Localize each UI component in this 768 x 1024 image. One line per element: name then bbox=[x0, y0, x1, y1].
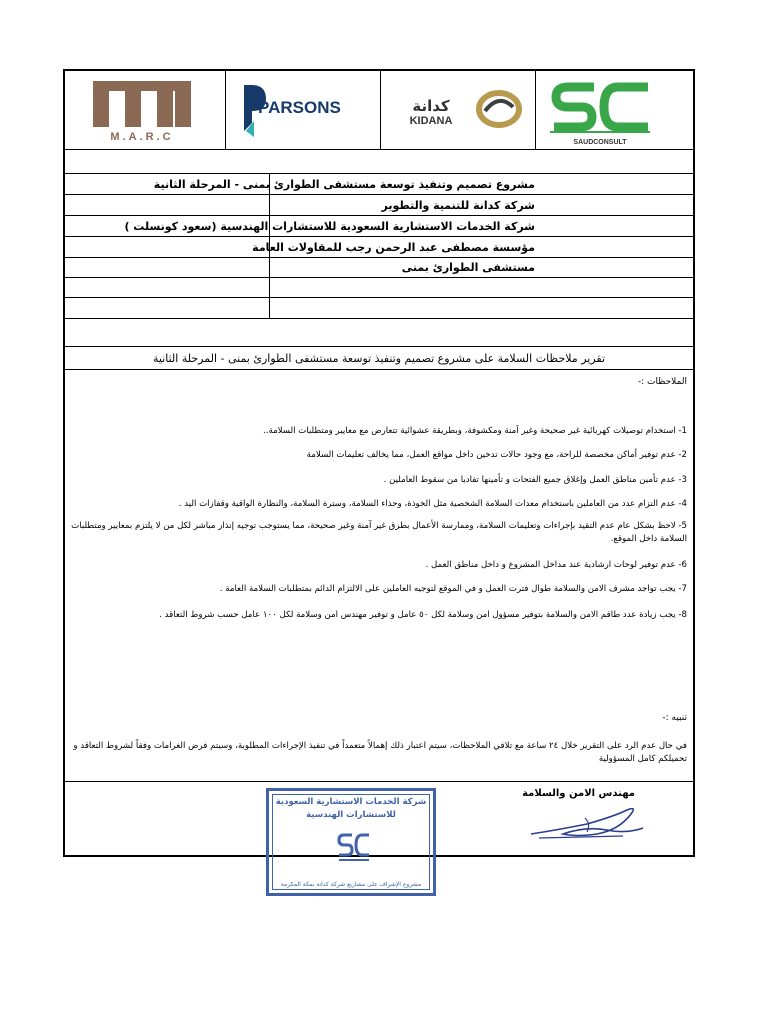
consultant-name: شركة الخدمات الاستشارية السعودية للاستشارات الهندسية (سعود كونسلت ) bbox=[124, 219, 535, 233]
contractor-row bbox=[65, 237, 693, 258]
blank-info-row-2 bbox=[65, 298, 693, 319]
spacer-row-2 bbox=[65, 319, 693, 347]
kidana-logo-cell bbox=[380, 71, 535, 149]
observation-8: 8- يجب زيادة عدد طاقم الامن والسلامة بتوفير مسؤول امن وسلامة لكل ٥٠ عامل و توفير مهندس امن وسلامة لكل ١٠٠ عامل حسب شروط التعاقد . bbox=[159, 610, 687, 620]
marc-logo bbox=[65, 71, 225, 150]
spacer-row bbox=[65, 150, 693, 174]
stamp-line-1: شركة الخدمات الاستشارية السعودية bbox=[275, 797, 427, 807]
observation-3: 3- عدم تأمين مناطق العمل وإغلاق جميع الفتحات و تأمينها تفاديا من سقوط العاملين . bbox=[383, 475, 687, 485]
location-blank bbox=[65, 258, 270, 277]
observation-7: 7- يجب تواجد مشرف الامن والسلامة طوال فترت العمل و في الموقع لتوجيه العاملين على الالتزام الدائم بمتطلبات السلامة العامة . bbox=[219, 584, 687, 594]
report-title: تقرير ملاحظات السلامة على مشروع تصميم وتنفيذ توسعة مستشفى الطوارئ بمنى - المرحلة الثانية bbox=[152, 351, 606, 365]
parsons-logo-cell bbox=[225, 71, 380, 149]
observation-4: 4- عدم التزام عدد من العاملين باستخدام معدات السلامة الشخصية مثل الخوذة، وحذاء السلامة، وسترة السلامة، والنظارة الواقية وقفازات اليد . bbox=[178, 499, 687, 509]
company-stamp bbox=[266, 788, 436, 896]
saudconsult-logo-cell bbox=[535, 71, 693, 149]
blank-info-row-1 bbox=[65, 278, 693, 298]
stamp-line-2: للاستشارات الهندسية bbox=[306, 810, 396, 820]
observation-6: 6- عدم توفير لوحات ارشادية عند مداخل المشروع و داخل مناطق العمل . bbox=[425, 560, 687, 570]
observation-1: 1- استخدام توصيلات كهربائية غير صحيحة وغير آمنة ومكشوفة، وبطريقة عشوائية تتعارض مع معايير ومتطلبات السلامة.. bbox=[263, 426, 687, 436]
observation-5: 5- لاحظ بشكل عام عدم التقيد بإجراءات وتعليمات السلامة، وممارسة الأعمال بطرق غير آمنة وغير صحيحة، مما يستوجب توجيه إنذار مباشر لكل من لا يلتزم بمعايير ومتطلبات السلامة داخل الموقع. bbox=[71, 521, 687, 544]
engineer-signature bbox=[527, 804, 647, 846]
owner-name: شركة كدانة للتنمية والتطوير bbox=[381, 198, 535, 212]
project-name: مشروع تصميم وتنفيذ توسعة مستشفى الطوارئ بمنى - المرحلة الثانية bbox=[153, 177, 535, 191]
location-name: مستشفى الطوارئ بمنى bbox=[401, 261, 535, 274]
stamp-line-3: مشروع الإشراف على مشاريع شركة كدانة بمكة المكرمة bbox=[280, 881, 422, 888]
observation-2: 2- عدم توفير أماكن مخصصة للراحة، مع وجود حالات تدخين داخل مواقع العمل، مما يخالف تعليمات السلامة bbox=[306, 450, 687, 460]
stamp-emblem-icon bbox=[336, 829, 372, 867]
marc-logo-cell bbox=[65, 71, 225, 149]
contractor-name: مؤسسة مصطفى عبد الرحمن رجب للمقاولات العامة bbox=[252, 240, 535, 254]
logos-row bbox=[65, 71, 693, 150]
owner-blank bbox=[65, 195, 270, 215]
warning-heading: تنبيه :- bbox=[662, 713, 687, 723]
marc-logo-text: M.A.R.C bbox=[110, 131, 174, 143]
report-document bbox=[63, 69, 695, 857]
warning-text: في حال عدم الرد على التقرير خلال ٢٤ ساعة مع تلافي الملاحظات، سيتم اعتبار ذلك إهمالاً متعمداً في تنفيذ الإجراءات المطلوبة، وسيتم فرض الغرامات وفقاً لشروط التعاقد و تحميلكم كامل المسؤولية bbox=[73, 741, 687, 764]
owner-row bbox=[65, 195, 693, 216]
kidana-logo-arabic: كدانة bbox=[412, 97, 450, 115]
project-name-row bbox=[65, 174, 693, 195]
blank-info-left-2 bbox=[65, 298, 270, 318]
report-title-row bbox=[65, 347, 693, 370]
signature-title: مهندس الامن والسلامة bbox=[522, 788, 635, 799]
saudconsult-logo bbox=[536, 71, 694, 150]
parsons-logo-text: PARSONS bbox=[258, 98, 341, 117]
saudconsult-logo-text: SAUDCONSULT bbox=[573, 139, 627, 146]
contractor-blank bbox=[65, 237, 270, 257]
consultant-row bbox=[65, 216, 693, 237]
observations-section bbox=[65, 370, 693, 780]
kidana-logo-latin: KIDANA bbox=[409, 115, 453, 127]
blank-info-left-1 bbox=[65, 278, 270, 297]
notes-heading: الملاحظات :- bbox=[637, 377, 687, 387]
location-row bbox=[65, 258, 693, 278]
kidana-logo bbox=[381, 71, 536, 150]
parsons-logo bbox=[226, 71, 381, 150]
